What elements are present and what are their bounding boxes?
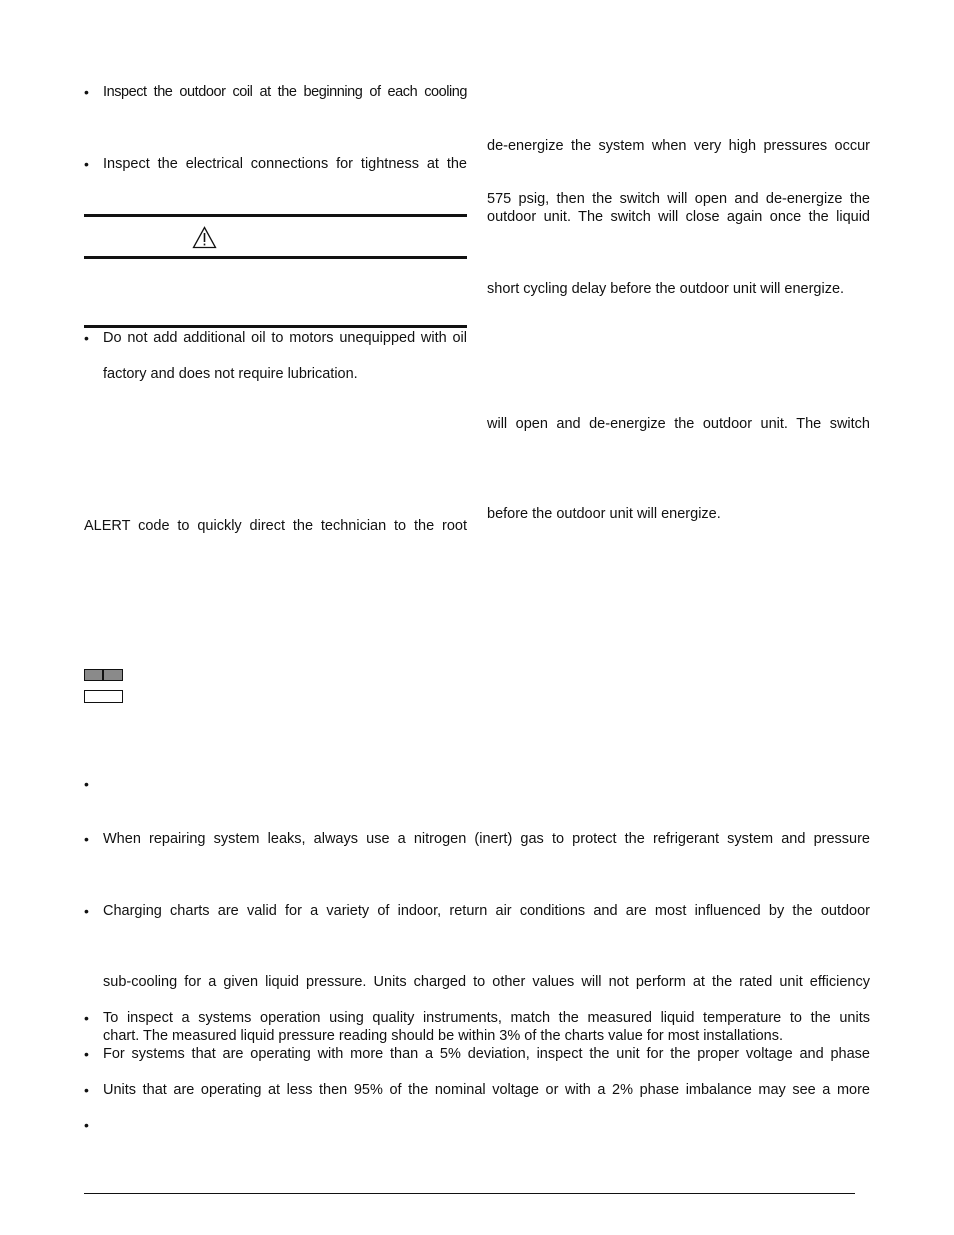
deviation-text: For systems that are operating with more than a 5% deviation, inspect the unit for the proper voltage and phase — [103, 1046, 870, 1062]
voltage-imbalance-text: Units that are operating at less then 95% of the nominal voltage or with a 2% phase imbalance may see a more — [103, 1082, 870, 1098]
charging-charts-text: Charging charts are valid for a variety of indoor, return air conditions and are most influenced by the outdoor — [103, 903, 870, 919]
led-indicator-left — [84, 669, 103, 681]
pressure-switch-text-4: short cycling delay before the outdoor unit will energize. — [487, 281, 845, 297]
leak-repair-text: When repairing system leaks, always use a nitrogen (inert) gas to protect the refrigerant system and pressure — [103, 831, 870, 847]
pressure-switch-text-2: 575 psig, then the switch will open and de-energize the — [487, 191, 870, 207]
bullet-marker: • — [84, 330, 89, 346]
bullet-marker: • — [84, 1010, 89, 1026]
oil-warning-continued: factory and does not require lubrication. — [103, 366, 358, 382]
alert-code-text: ALERT code to quickly direct the technician to the root — [84, 518, 467, 534]
electrical-inspection-text: Inspect the electrical connections for tightness at the — [103, 156, 467, 172]
caution-bottom-rule — [84, 325, 467, 328]
pressure-switch-text-6: before the outdoor unit will energize. — [487, 506, 721, 522]
subcooling-text: sub-cooling for a given liquid pressure. Units charged to other values will not perform at the rated unit efficiency — [103, 974, 870, 990]
caution-mid-rule — [84, 256, 467, 259]
warning-triangle-icon — [192, 226, 217, 249]
bullet-marker: • — [84, 776, 89, 792]
led-indicator-off — [84, 690, 123, 703]
bullet-marker: • — [84, 903, 89, 919]
footer-rule — [84, 1193, 855, 1194]
bullet-marker: • — [84, 1082, 89, 1098]
bullet-marker: • — [84, 1117, 89, 1133]
bullet-marker: • — [84, 84, 89, 100]
bullet-marker: • — [84, 1046, 89, 1062]
pressure-switch-text-5: will open and de-energize the outdoor unit. The switch — [487, 416, 870, 432]
inspect-operation-text: To inspect a systems operation using quality instruments, match the measured liquid temperature to the units — [103, 1010, 870, 1026]
oil-warning-text: Do not add additional oil to motors unequipped with oil — [103, 330, 467, 346]
bullet-marker: • — [84, 156, 89, 172]
caution-top-rule — [84, 214, 467, 217]
bullet-marker: • — [84, 831, 89, 847]
pressure-switch-text-1: de-energize the system when very high pressures occur — [487, 138, 870, 154]
led-indicator-right — [103, 669, 123, 681]
coil-inspection-text: Inspect the outdoor coil at the beginning of each cooling — [103, 84, 467, 100]
pressure-switch-text-3: outdoor unit. The switch will close again once the liquid — [487, 209, 870, 225]
inspect-operation-continued: chart. The measured liquid pressure reading should be within 3% of the charts value for most installations. — [103, 1028, 783, 1044]
